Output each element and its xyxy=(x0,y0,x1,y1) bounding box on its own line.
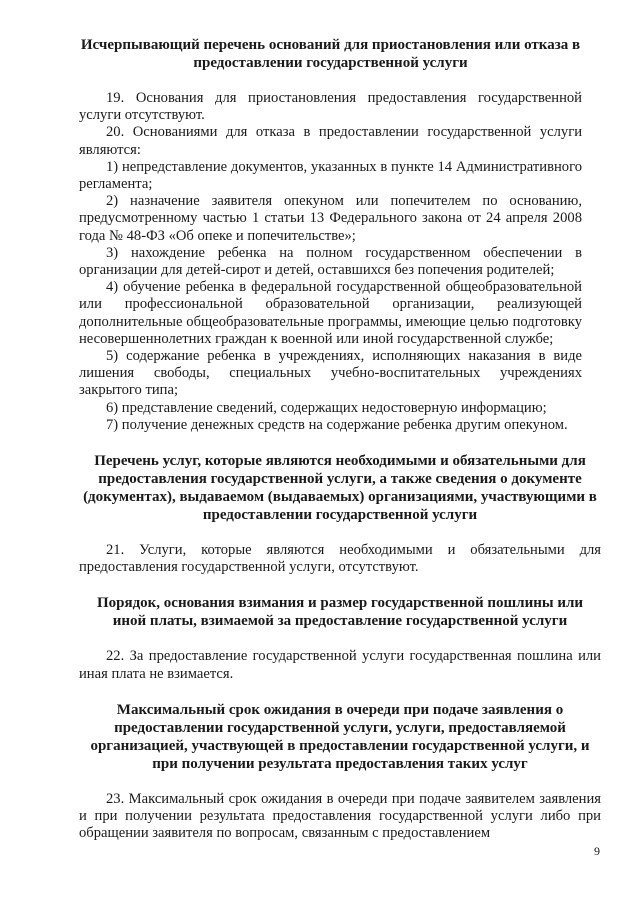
section-heading: Порядок, основания взимания и размер государственной пошлины или иной платы, взимаемой за предоставление государственной услуги xyxy=(96,595,584,630)
list-item-1: 1) непредставление документов, указанных в пункте 14 Административного регламента; xyxy=(79,158,582,193)
page-number: 9 xyxy=(594,844,600,858)
list-item-7: 7) получение денежных средств на содержание ребенка другим опекуном. xyxy=(106,416,568,433)
section-heading: Исчерпывающий перечень оснований для приостановления или отказа в предоставлении государственной услуги xyxy=(80,37,581,71)
section-queue-waiting-time xyxy=(79,701,601,843)
list-item-2: 2) назначение заявителя опекуном или попечителем по основанию, предусмотренному частью 1 статьи 13 Федерального закона от 24 апреля 2008 года № 48-ФЗ «Об опеке и попечительстве»; xyxy=(79,193,582,244)
paragraph-20: 20. Основаниями для отказа в предоставлении государственной услуги являются: xyxy=(79,124,582,158)
paragraph-23: 23. Максимальный срок ожидания в очереди при подаче заявителем заявления и при получении результата предоставления государственной услуги либо при обращении заявителя по вопросам, связанным с предоставлением xyxy=(79,790,601,842)
section-refusal-grounds xyxy=(79,36,582,434)
document-page xyxy=(79,36,605,842)
list-item-4: 4) обучение ребенка в федеральной государственной общеобразовательной или профессиональной образовательной организации, реализующей дополнительные общеобразовательные программы, имеющие целью подготовку несовершеннолетних граждан к военной или иной государственной службе; xyxy=(79,279,582,347)
section-required-services xyxy=(79,452,601,576)
paragraph-21: 21. Услуги, которые являются необходимыми и обязательными для предоставления государственной услуги, отсутствуют. xyxy=(79,542,601,576)
section-heading: Перечень услуг, которые являются необходимыми и обязательными для предоставления государственной услуги, а также сведения о документе (документах), выдаваемом (выдаваемых) организациями, участвующими в предоставлении государственной услуги xyxy=(83,453,597,524)
list-item-3: 3) нахождение ребенка на полном государственном обеспечении в организации для детей-сирот и детей, оставшихся без попечения родителей; xyxy=(79,244,582,279)
paragraph-22: 22. За предоставление государственной услуги государственная пошлина или иная плата не взимается. xyxy=(79,648,601,682)
section-heading: Максимальный срок ожидания в очереди при подаче заявления о предоставлении государственной услуги, услуги, предоставляемой организацией, участвующей в предоставлении государственной услуги, и при получении результата предоставления таких услуг xyxy=(90,701,590,772)
list-item-5: 5) содержание ребенка в учреждениях, исполняющих наказания в виде лишения свободы, специальных учебно-воспитательных учреждениях закрытого типа; xyxy=(79,348,582,399)
list-item-6: 6) представление сведений, содержащих недостоверную информацию; xyxy=(106,399,547,416)
paragraph-19: 19. Основания для приостановления предоставления государственной услуги отсутствуют. xyxy=(79,90,582,124)
section-state-fee xyxy=(79,594,601,682)
